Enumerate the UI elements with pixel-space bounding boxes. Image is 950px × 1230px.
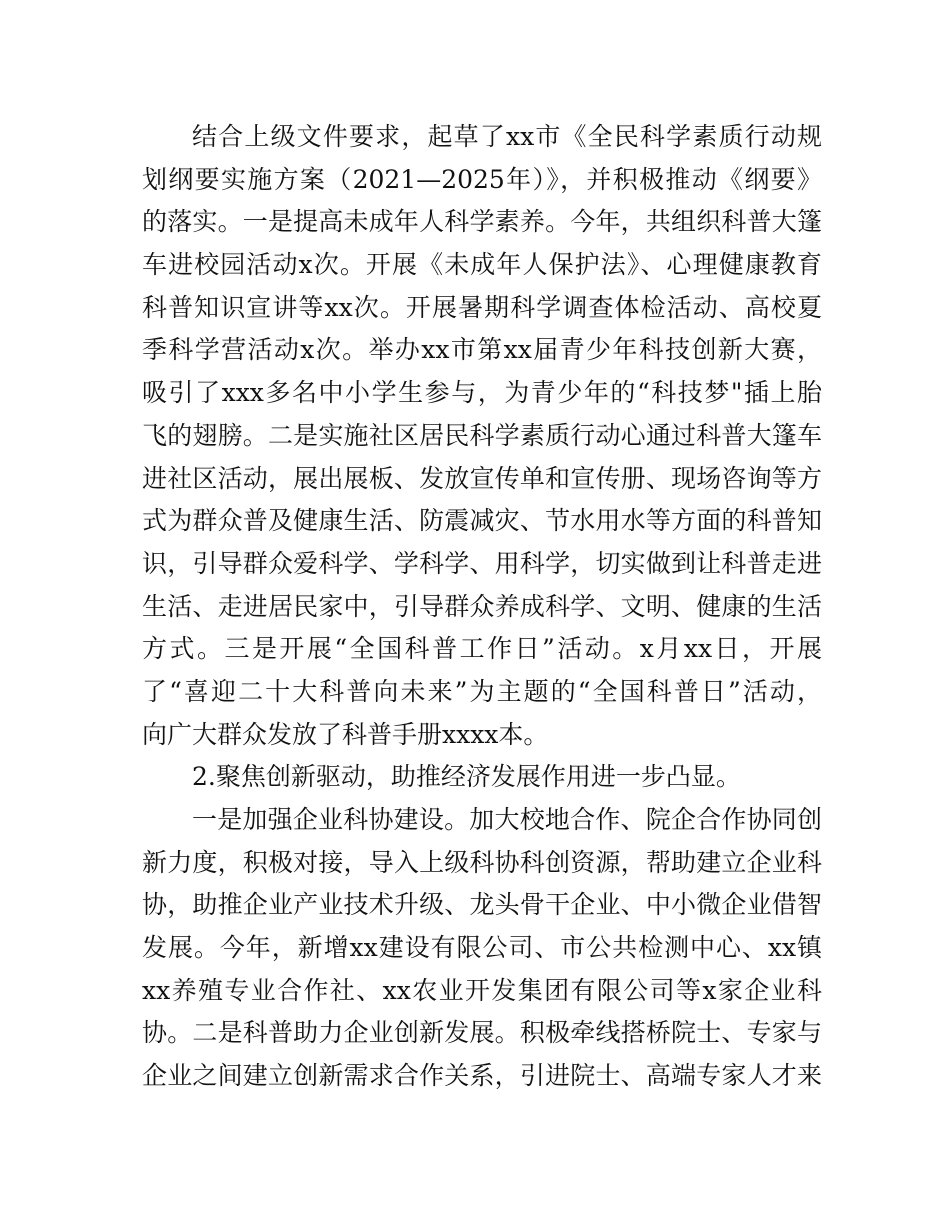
paragraph-line: 车进校园活动x次。开展《未成年人保护法》、心理健康教育 [142, 250, 822, 280]
paragraph-line: 科普知识宣讲等xx次。开展暑期科学调查体检活动、高校夏 [142, 292, 822, 322]
paragraph-line: 向广大群众发放了科普手册xxxx本。 [142, 719, 549, 749]
paragraph-line: 生活、走进居民家中，引导群众养成科学、文明、健康的生活 [142, 591, 822, 621]
paragraph-line: 发展。今年，新增xx建设有限公司、市公共检测中心、xx镇 [142, 933, 822, 963]
paragraph-line: 式为群众普及健康生活、防震减灾、节水用水等方面的科普知 [142, 506, 822, 536]
paragraph-line: 协。二是科普助力企业创新发展。积极牵线搭桥院士、专家与 [142, 1018, 822, 1048]
paragraph-line: 一是加强企业科协建设。加大校地合作、院企合作协同创 [192, 805, 822, 834]
paragraph-line: xx养殖专业合作社、xx农业开发集团有限公司等x家企业科 [142, 975, 822, 1005]
paragraph-line: 吸引了xxx多名中小学生参与，为青少年的“科技梦"插上胎 [142, 378, 822, 408]
paragraph-line: 协，助推企业产业技术升级、龙头骨干企业、中小微企业借智 [142, 890, 822, 920]
paragraph-line: 划纲要实施方案（2021—2025年）》，并积极推动《纲要》 [142, 164, 822, 194]
paragraph-line: 季科学营活动x次。举办xx市第xx届青少年科技创新大赛， [142, 335, 822, 365]
paragraph-line: 企业之间建立创新需求合作关系，引进院士、高端专家人才来 [142, 1061, 822, 1091]
paragraph-line: 方式。三是开展“全国科普工作日”活动。x月xx日，开展 [142, 634, 822, 664]
section-heading: 2.聚焦创新驱动，助推经济发展作用进一步凸显。 [192, 762, 741, 792]
paragraph-line: 识，引导群众爱科学、学科学、用科学，切实做到让科普走进 [142, 548, 822, 578]
body-text [142, 116, 822, 1098]
paragraph-line: 了“喜迎二十大科普向未来”为主题的“全国科普日”活动， [142, 676, 822, 706]
paragraph-line: 进社区活动，展出展板、发放宣传单和宣传册、现场咨询等方 [142, 463, 822, 493]
paragraph-line: 新力度，积极对接，导入上级科协科创资源，帮助建立企业科 [142, 847, 822, 877]
paragraph-line: 飞的翅膀。二是实施社区居民科学素质行动心通过科普大篷车 [142, 420, 822, 450]
paragraph-line: 的落实。一是提高未成年人科学素养。今年，共组织科普大篷 [142, 207, 822, 237]
paragraph-line: 结合上级文件要求，起草了xx市《全民科学素质行动规 [192, 122, 822, 151]
